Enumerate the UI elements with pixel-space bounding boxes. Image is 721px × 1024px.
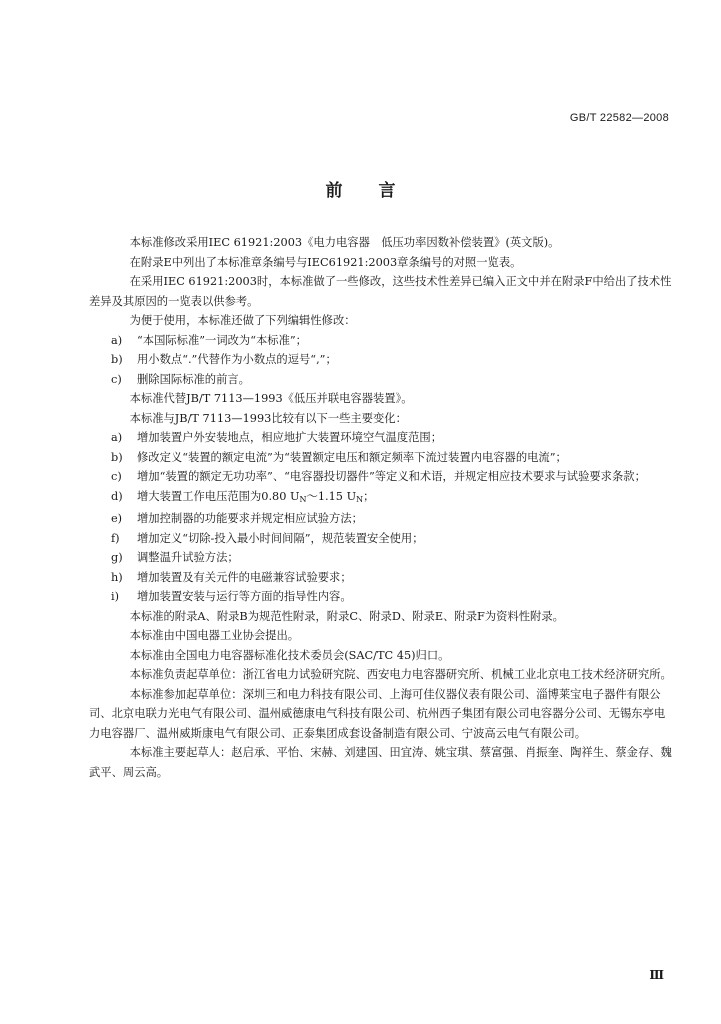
paragraph-annexes: 本标准的附录A、附录B为规范性附录，附录C、附录D、附录E、附录F为资料性附录。 [129, 609, 564, 623]
list-mark: g) [111, 551, 123, 564]
list-item [107, 568, 673, 588]
paragraph-replaces: 本标准代替JB/T 7113—1993《低压并联电容器装置》。 [129, 392, 413, 405]
list-mark: d) [111, 489, 123, 503]
standard-code: GB/T 22582—2008 [569, 112, 669, 124]
list-text: 增加装置及有关元件的电磁兼容试验要求； [137, 570, 352, 584]
paragraph-centralized-by: 本标准由全国电力电容器标准化技术委员会(SAC/TC 45)归口。 [129, 648, 450, 662]
list-item [107, 487, 673, 510]
voltage-range-text: ； [363, 489, 375, 503]
list-mark: e) [111, 512, 123, 525]
list-mark: b) [111, 450, 123, 464]
list-mark: i) [111, 590, 120, 603]
list-mark: c) [111, 372, 122, 386]
list-mark: c) [111, 470, 122, 483]
list-text [137, 487, 673, 510]
list-text: 增加控制器的功能要求并规定相应试验方法； [137, 512, 363, 525]
list-item [107, 529, 673, 549]
list-text: 调整温升试验方法； [137, 551, 239, 564]
list-text: 用小数点“.”代替作为小数点的逗号“,”； [137, 353, 337, 366]
voltage-range-text: 增大装置工作电压范围为0.80 U [137, 489, 300, 503]
list-mark: h) [111, 570, 123, 584]
paragraph-proposed-by: 本标准由中国电器工业协会提出。 [129, 629, 300, 642]
list-item [107, 448, 673, 468]
list-text: 修改定义“装置的额定电流”为“装置额定电压和额定频率下流过装置内电容器的电流”； [137, 450, 567, 464]
list-text: 增加装置户外安装地点，相应地扩大装置环境空气温度范围； [137, 431, 443, 444]
list-mark: f) [111, 531, 120, 545]
paragraph-annex-e: 在附录E中列出了本标准章条编号与IEC61921:2003章条编号的对照一览表。 [129, 255, 522, 269]
list-text: 删除国际标准的前言。 [137, 372, 250, 386]
list-item [107, 331, 673, 351]
list-item [107, 350, 673, 370]
list-item [107, 428, 673, 448]
list-text: 增加装置安装与运行等方面的指导性内容。 [137, 590, 352, 603]
list-text: 增加“装置的额定无功功率”、“电容器投切器件”等定义和术语，并规定相应技术要求与试验要求条款； [137, 470, 646, 483]
list-item [107, 467, 673, 487]
voltage-range-text: ～1.15 U [306, 489, 357, 503]
list-item [107, 587, 673, 607]
foreword-body [89, 233, 673, 782]
paragraph-drafters: 本标准主要起草人：赵启承、平怡、宋赫、刘建国、田宜涛、姚宝琪、蔡富强、肖振奎、陶祥生、蔡金存、魏武平、周云高。 [89, 746, 672, 779]
page-title: 前言 [325, 181, 432, 201]
paragraph-technical-differences: 在采用IEC 61921:2003时，本标准做了一些修改，这些技术性差异已编入正文中并在附录F中给出了技术性差异及其原因的一览表以供参考。 [89, 275, 672, 308]
paragraph-drafting-org: 本标准负责起草单位：浙江省电力试验研究院、西安电力电容器研究所、机械工业北京电工技术经济研究所。 [129, 668, 672, 681]
paragraph-editorial-changes: 为便于使用，本标准还做了下列编辑性修改： [129, 314, 356, 327]
paragraph-participating-orgs: 本标准参加起草单位：深圳三和电力科技有限公司、上海可佳仪器仪表有限公司、淄博莱宝电子器件有限公司、北京电联力光电气有限公司、温州威德康电气科技有限公司、杭州西子集团有限公司电容器分公司、无锡东亭电力电容器厂、温州威斯康电气有限公司、正泰集团成套设备制造有限公司、宁波高云电气有限公司。 [89, 687, 666, 740]
list-item [107, 370, 673, 390]
list-text: 增加定义“切除-投入最小时间间隔”，规范装置安全使用； [137, 531, 424, 545]
list-mark: b) [111, 353, 123, 366]
list-item [107, 548, 673, 568]
subscript: N [299, 494, 307, 504]
subscript: N [356, 494, 364, 504]
list-text: “本国际标准”一词改为“本标准”； [137, 333, 307, 347]
paragraph-adoption: 本标准修改采用IEC 61921:2003《电力电容器 低压功率因数补偿装置》(英文版)。 [129, 236, 560, 249]
list-mark: a) [111, 333, 123, 347]
list-mark: a) [111, 431, 123, 444]
list-item [107, 509, 673, 529]
paragraph-main-changes: 本标准与JB/T 7113—1993比较有以下一些主要变化： [129, 411, 407, 425]
page-number: Ⅲ [649, 968, 664, 982]
